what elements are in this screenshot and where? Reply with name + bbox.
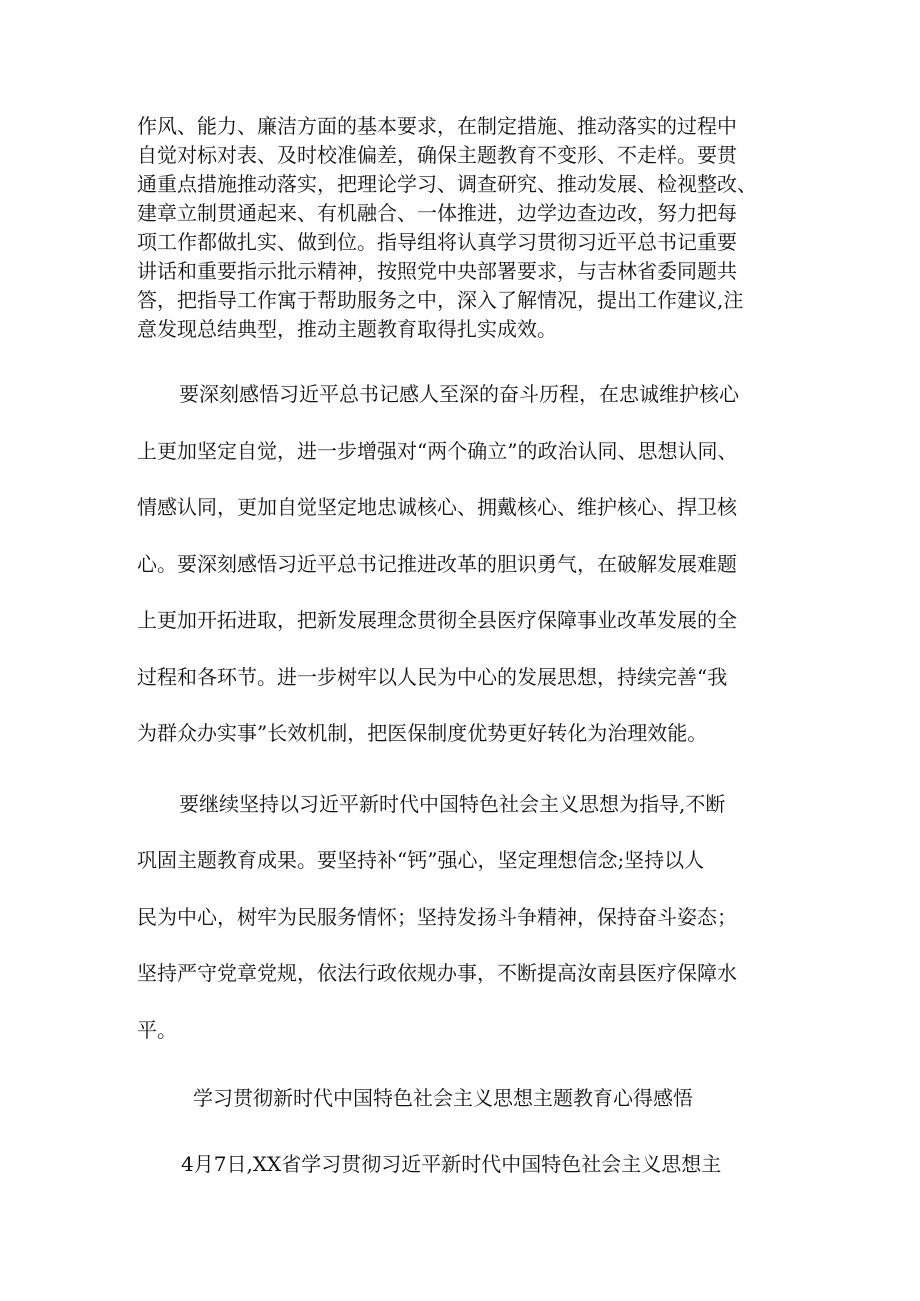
text-line: 要继续坚持以习近平新时代中国特色社会主义思想为指导,不断: [179, 792, 726, 816]
text-line: 项工作都做扎实、做到位。指导组将认真学习贯彻习近平总书记重要: [137, 230, 737, 254]
text-line: 建章立制贯通起来、有机融合、一体推进，边学边查边改，努力把每: [137, 201, 737, 225]
text-line: 通重点措施推动落实，把理论学习、调查研究、推动发展、检视整改、: [137, 172, 757, 196]
text-line: 巩固主题教育成果。要坚持补“钙”强心，坚定理想信念;坚持以人: [137, 848, 705, 872]
text-line: 作风、能力、廉洁方面的基本要求，在制定措施、推动落实的过程中: [137, 114, 737, 138]
text-line: 要深刻感悟习近平总书记感人至深的奋斗历程，在忠诚维护核心: [179, 382, 739, 406]
text-line: 民为中心，树牢为民服务情怀；坚持发扬斗争精神，保持奋斗姿态；: [137, 905, 737, 929]
text-line: 4月7日,XX省学习贯彻习近平新时代中国特色社会主义思想主: [181, 1152, 722, 1176]
text-line: 坚持严守党章党规，依法行政依规办事，不断提高汝南县医疗保障水: [137, 961, 737, 985]
text-line: 上更加开拓进取，把新发展理念贯彻全县医疗保障事业改革发展的全: [137, 608, 737, 632]
text-line: 意发现总结典型，推动主题教育取得扎实成效。: [137, 317, 557, 341]
text-line: 自觉对标对表、及时校准偏差，确保主题教育不变形、不走样。要贯: [137, 143, 737, 167]
text-line: 心。要深刻感悟习近平总书记推进改革的胆识勇气，在破解发展难题: [137, 552, 737, 576]
text-line: 答，把指导工作寓于帮助服务之中，深入了解情况，提出工作建议,注: [137, 288, 744, 312]
text-line: 平。: [137, 1018, 177, 1042]
text-line: 为群众办实事”长效机制，把医保制度优势更好转化为治理效能。: [137, 721, 708, 745]
text-line: 情感认同，更加自觉坚定地忠诚核心、拥戴核心、维护核心、捍卫核: [137, 495, 737, 519]
text-line: 讲话和重要指示批示精神，按照党中央部署要求，与吉林省委同题共: [137, 259, 737, 283]
text-line: 过程和各环节。进一步树牢以人民为中心的发展思想，持续完善“我: [137, 665, 728, 689]
section-title: 学习贯彻新时代中国特色社会主义思想主题教育心得感悟: [193, 1086, 693, 1110]
text-line: 上更加坚定自觉，进一步增强对“两个确立”的政治认同、思想认同、: [137, 439, 738, 463]
